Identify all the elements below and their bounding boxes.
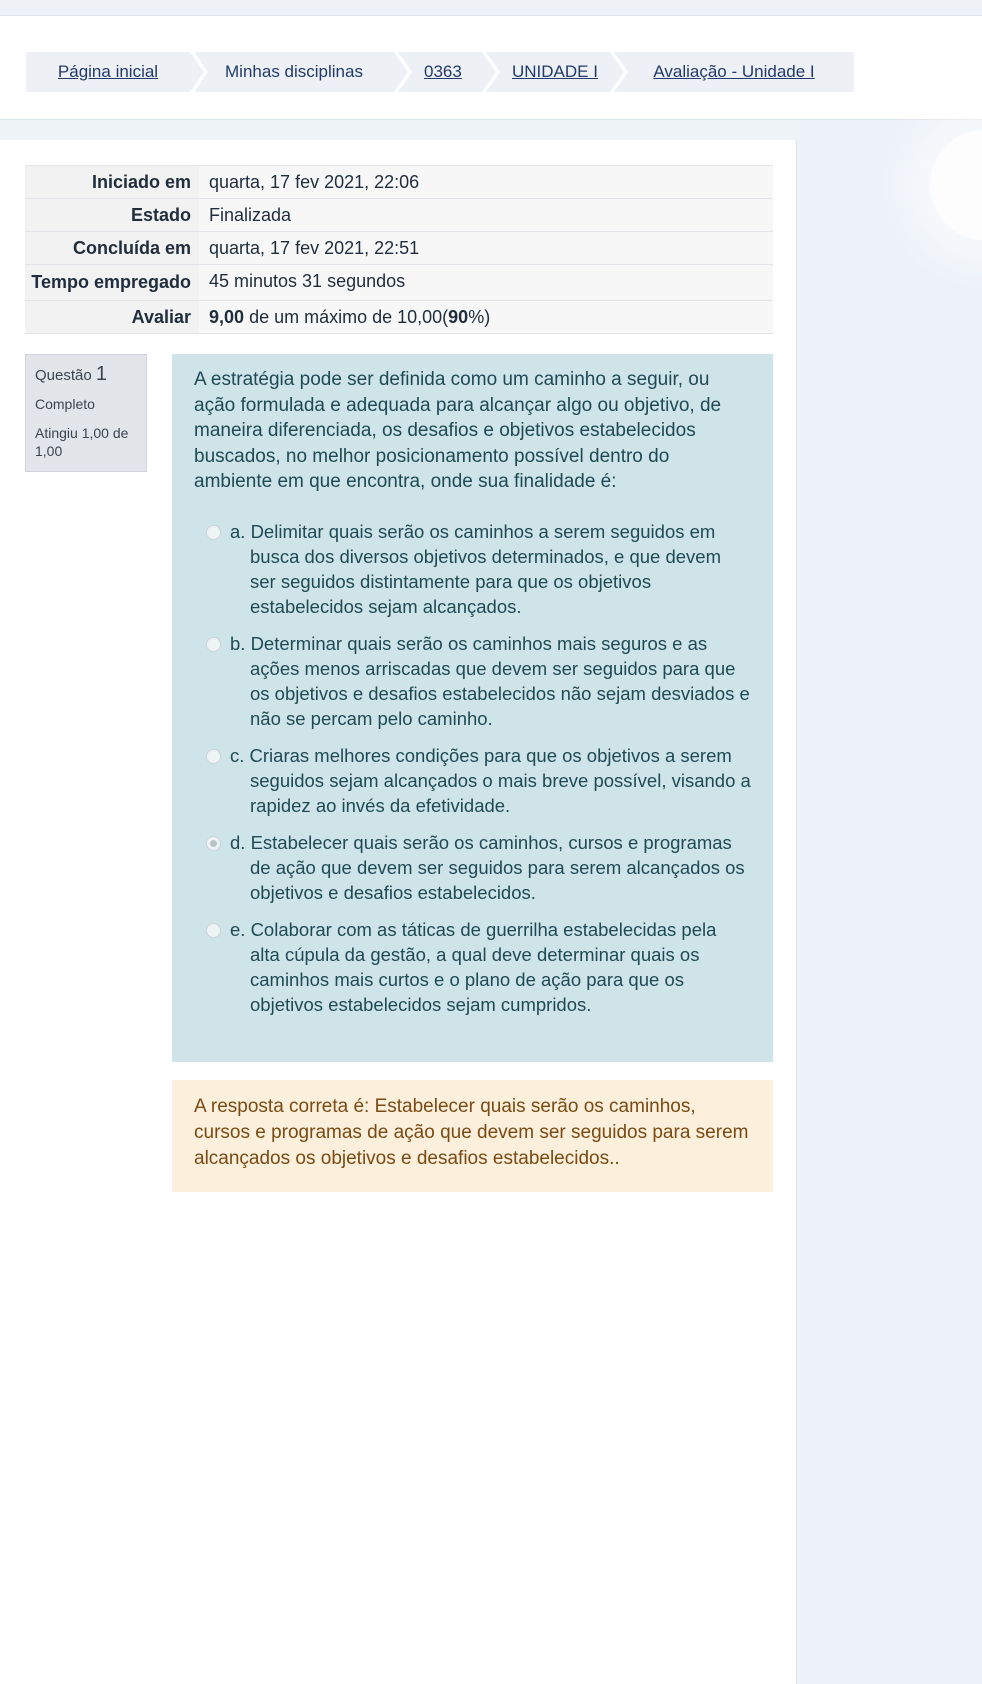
breadcrumb-home-link[interactable]: Página inicial: [26, 52, 190, 92]
question-number: [35, 363, 137, 386]
answer-option-e[interactable]: [194, 917, 751, 1017]
radio-checked-icon[interactable]: [206, 836, 221, 851]
summary-row-grade: [25, 301, 773, 334]
grade-percent: 90: [448, 307, 469, 327]
grade-value: [199, 301, 773, 334]
answer-option-a[interactable]: [194, 519, 751, 619]
top-strip: [0, 0, 982, 16]
grade-end: %): [468, 307, 491, 327]
time-label: Tempo empregado: [25, 265, 199, 301]
breadcrumb-unit-link[interactable]: UNIDADE I: [486, 52, 610, 92]
navbar-card: [0, 16, 982, 120]
breadcrumb-course-link[interactable]: 0363: [398, 52, 482, 92]
started-value: quarta, 17 fev 2021, 22:06: [199, 166, 773, 199]
answer-list: [194, 519, 751, 1017]
started-label: Iniciado em: [25, 166, 199, 199]
question-number-label: Questão: [35, 367, 92, 384]
answer-text: c. Criaras melhores condições para que os objetivos a serem seguidos sejam alcançados o mais breve possível, visando a rapidez ao invés da efetividade.: [230, 744, 751, 816]
summary-row-started: [25, 166, 773, 199]
radio-icon[interactable]: [206, 749, 221, 764]
answer-text: e. Colaborar com as táticas de guerrilha estabelecidas pela alta cúpula da gestão, a qual deve determinar quais os caminhos mais curtos e o plano de ação para que os objetivos estabelecidos sejam cumpridos.: [230, 918, 717, 1015]
question-state: Completo: [35, 396, 95, 412]
answer-text: d. Estabelecer quais serão os caminhos, cursos e programas de ação que devem ser seguidos para serem alcançados os objetivos e desafios estabelecidos.: [230, 831, 745, 903]
answer-option-c[interactable]: [194, 743, 751, 818]
answer-text: a. Delimitar quais serão os caminhos a serem seguidos em busca dos diversos objetivos determinados, e que devem ser seguidos distintamente para que os objetivos estabelecidos sejam alcançados.: [230, 520, 721, 617]
radio-icon[interactable]: [206, 525, 221, 540]
grade-score: 9,00: [209, 307, 245, 327]
question-text: A estratégia pode ser definida como um caminho a seguir, ou ação formulada e adequada para alcançar algo ou objetivo, de maneira diferenciada, os desafios e objetivos estabelecidos buscados, no melhor posicionamento possível dentro do ambiente em que encontra, onde sua finalidade é:: [194, 369, 722, 492]
grade-label: Avaliar: [25, 301, 199, 334]
answer-text: b. Determinar quais serão os caminhos mais seguros e as ações menos arriscadas que devem ser seguidos para que os objetivos e desafios estabelecidos não sejam desviados e não se percam pelo caminho.: [230, 632, 750, 729]
summary-row-time: [25, 265, 773, 301]
radio-icon[interactable]: [206, 637, 221, 652]
breadcrumb-quiz-link[interactable]: Avaliação - Unidade I: [614, 52, 854, 92]
summary-row-state: [25, 199, 773, 232]
attempt-summary-table: [25, 165, 773, 334]
answer-option-d[interactable]: [194, 830, 751, 905]
question-content-box: [172, 354, 773, 1062]
time-value: 45 minutos 31 segundos: [199, 265, 773, 301]
completed-value: quarta, 17 fev 2021, 22:51: [199, 232, 773, 265]
answer-option-b[interactable]: [194, 631, 751, 731]
completed-label: Concluída em: [25, 232, 199, 265]
breadcrumb-my-courses[interactable]: Minhas disciplinas: [194, 52, 394, 92]
summary-row-completed: [25, 232, 773, 265]
correct-answer-feedback: A resposta correta é: Estabelecer quais serão os caminhos, cursos e programas de ação que devem ser seguidos para serem alcançados os objetivos e desafios estabelecidos..: [172, 1080, 773, 1192]
question-grade: Atingiu 1,00 de 1,00: [35, 425, 129, 459]
question-number-value: 1: [95, 363, 108, 385]
right-background-panel: [800, 120, 982, 1684]
state-label: Estado: [25, 199, 199, 232]
state-value: Finalizada: [199, 199, 773, 232]
radio-icon[interactable]: [206, 923, 221, 938]
question-info-box: [25, 354, 147, 472]
grade-mid: de um máximo de 10,00(: [249, 307, 449, 327]
breadcrumb: [26, 52, 858, 92]
